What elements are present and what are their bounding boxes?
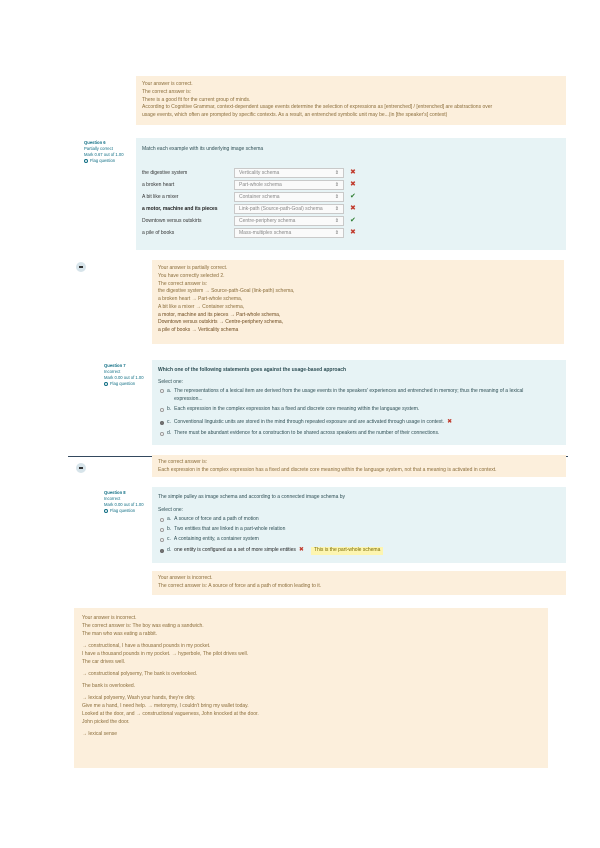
feedback-line: John picked the door.: [82, 719, 130, 725]
question-box-matching: [136, 138, 566, 250]
feedback-line: Your answer is correct.: [142, 81, 193, 87]
answer-option[interactable]: b. Two entities that are linked in a part-whole relation: [160, 526, 285, 534]
radio-button[interactable]: [160, 538, 164, 542]
incorrect-icon: ✖: [350, 169, 356, 176]
match-stem: a motor, machine and its pieces: [142, 206, 218, 212]
feedback-line: Give me a hand, I need help. → metonymy, I couldn't bring my wallet today.: [82, 703, 249, 709]
feedback-line: The bank is overlooked.: [82, 683, 136, 689]
feedback-line: a motor, machine and its pieces → Part-whole schema,: [158, 311, 281, 318]
radio-button[interactable]: [160, 432, 164, 436]
question-mark: Mark 0.67 out of 1.00: [84, 152, 124, 158]
question-info-7: [104, 363, 148, 387]
match-select[interactable]: Part-whole schema ⇕: [234, 180, 344, 190]
correct-icon: ✔: [350, 193, 356, 200]
feedback-line: → constructional polysemy, The bank is overlooked.: [82, 671, 198, 677]
radio-button-selected[interactable]: [160, 421, 164, 425]
feedback-panel-2: [152, 260, 564, 344]
match-stem: a broken heart: [142, 182, 175, 188]
page-marker-icon: [76, 463, 86, 473]
flag-question-link[interactable]: Flag question: [104, 508, 148, 514]
chevron-down-icon: ⇕: [334, 218, 339, 224]
feedback-panel-1: [136, 76, 566, 125]
incorrect-icon: ✖: [350, 205, 356, 212]
question-mark: Mark 0.00 out of 1.00: [104, 375, 144, 381]
radio-button[interactable]: [160, 518, 164, 522]
incorrect-icon: ✖: [350, 181, 356, 188]
chevron-down-icon: ⇕: [334, 194, 339, 200]
feedback-tag: This is the part-whole schema: [311, 547, 383, 555]
feedback-line: The correct answer is: The boy was eating a sandwich.: [82, 623, 204, 629]
feedback-line: Your answer is incorrect.: [158, 575, 213, 581]
chevron-down-icon: ⇕: [334, 230, 339, 236]
match-row: [142, 204, 442, 215]
match-select[interactable]: Container schema ⇕: [234, 192, 344, 202]
match-select[interactable]: Mass-multiplex schema ⇕: [234, 228, 344, 238]
match-row: [142, 168, 442, 179]
question-number: Question 6: [84, 140, 106, 145]
select-one-label: Select one:: [158, 507, 184, 513]
question-number: Question 8: [104, 490, 126, 495]
feedback-line: I have a thousand pounds in my pocket. → hyperbole, The pilot drives well.: [82, 651, 249, 657]
question-info-8: [104, 490, 148, 514]
question-box-multichoice-7: [152, 360, 566, 445]
question-status: Partially correct: [84, 146, 113, 152]
feedback-line: a broken heart → Part-whole schema,: [158, 296, 243, 302]
incorrect-icon: ✖: [350, 229, 356, 236]
feedback-panel-5: [74, 608, 548, 768]
question-mark: Mark 0.00 out of 1.00: [104, 502, 144, 508]
feedback-line: the digestive system → Source-path-Goal (link-path) schema,: [158, 288, 295, 295]
feedback-line: The correct answer is: A source of force and a path of motion leading to it.: [158, 582, 322, 589]
match-stem: A bit like a mixer: [142, 194, 179, 200]
feedback-line: Looked at the door, and → constructional vagueness, John knocked at the door.: [82, 711, 259, 717]
feedback-line: Downtown versus outskirts → Centre-periphery schema,: [158, 319, 284, 326]
feedback-line: The car drives well.: [82, 659, 126, 665]
radio-button-selected[interactable]: [160, 549, 164, 553]
question-status: Incorrect: [104, 369, 121, 375]
feedback-line: Your answer is incorrect.: [82, 615, 137, 621]
feedback-line: The man who was eating a rabbit.: [82, 631, 158, 637]
question-number: Question 7: [104, 363, 126, 368]
radio-button[interactable]: [160, 528, 164, 532]
incorrect-icon: ✖: [447, 419, 453, 425]
answer-option[interactable]: c. A containing entity, a container system: [160, 536, 259, 544]
feedback-line: Each expression in the complex expression has a fixed and discrete core meaning within the language system, not that a meaning is activated in context.: [158, 466, 497, 473]
feedback-line: Your answer is partially correct.: [158, 265, 228, 271]
feedback-line: The correct answer is:: [158, 459, 208, 465]
page-marker-icon: [76, 262, 86, 272]
answer-option[interactable]: c. Conventional linguistic units are stored in the mind through repeated exposure and are activated through usage in context. ✖: [160, 418, 452, 427]
incorrect-icon: ✖: [298, 547, 304, 553]
radio-button[interactable]: [160, 389, 164, 393]
feedback-line: → lexical polysemy, Wash your hands, they're dirty.: [82, 695, 196, 701]
feedback-line: A bit like a mixer → Container schema,: [158, 303, 245, 310]
chevron-down-icon: ⇕: [334, 170, 339, 176]
feedback-line: → constructional, I have a thousand pounds in my pocket.: [82, 643, 211, 649]
match-row: [142, 192, 442, 203]
correct-icon: ✔: [350, 217, 356, 224]
answer-option[interactable]: d. There must be abundant evidence for a construction to be shared across speakers and the number of their connections.: [160, 430, 439, 438]
radio-button[interactable]: [160, 408, 164, 412]
chevron-down-icon: ⇕: [334, 206, 339, 212]
question-status: Incorrect: [104, 496, 121, 502]
match-select[interactable]: Link-path (Source-path-Goal) schema ⇕: [234, 204, 344, 214]
feedback-line: There is a good fit for the current group of minds.: [142, 96, 251, 103]
feedback-panel-3: [152, 455, 566, 477]
feedback-line: You have correctly selected 2.: [158, 272, 225, 279]
flag-question-link[interactable]: Flag question: [84, 158, 128, 164]
match-select[interactable]: Verticality schema ⇕: [234, 168, 344, 178]
match-select[interactable]: Centre-periphery schema ⇕: [234, 216, 344, 226]
match-row: [142, 228, 442, 239]
match-stem: the digestive system: [142, 170, 188, 176]
select-one-label: Select one:: [158, 379, 184, 385]
flag-icon: [104, 509, 108, 513]
flag-icon: [104, 382, 108, 386]
question-box-multichoice-8: [152, 487, 566, 563]
match-stem: a pile of books: [142, 230, 175, 236]
match-row: [142, 180, 442, 191]
feedback-line: The correct answer is:: [158, 280, 208, 287]
answer-option[interactable]: b. Each expression in the complex expression has a fixed and discrete core meaning within the language system.: [160, 406, 419, 414]
question-prompt: Match each example with its underlying image schema: [142, 146, 264, 152]
match-row: [142, 216, 442, 227]
chevron-down-icon: ⇕: [334, 182, 339, 188]
feedback-line: a pile of books → Verticality schema: [158, 327, 239, 333]
answer-option[interactable]: a. A source of force and a path of motion: [160, 516, 259, 524]
question-prompt: Which one of the following statements goes against the usage-based approach: [158, 367, 347, 373]
feedback-line: The correct answer is:: [142, 88, 192, 95]
feedback-line: usage events, which often are prompted by specific contexts. As a result, an entrenched symbolic unit may be...(in [the speaker's] context): [142, 112, 448, 118]
feedback-line: → lexical sense: [82, 731, 118, 737]
flag-question-link[interactable]: Flag question: [104, 381, 148, 387]
feedback-line: According to Cognitive Grammar, context-dependent usage events determine the selection of expressions as [entrenched] / [entrenched] are abstractions over: [142, 104, 493, 111]
match-stem: Downtown versus outskirts: [142, 218, 202, 224]
flag-icon: [84, 159, 88, 163]
question-info-6: [84, 140, 128, 164]
answer-option[interactable]: d. one entity is configured as a set of more simple entities ✖ This is the part-whole schema: [160, 546, 383, 555]
answer-option[interactable]: a. The representations of a lexical item are derived from the usage events in the speakers' experiences and entrenched in memory; thus the meaning of a lexical expression...: [160, 388, 523, 404]
question-prompt: The simple pulley as image schema and according to a connected image schema by: [158, 494, 346, 500]
feedback-panel-4: [152, 571, 566, 595]
